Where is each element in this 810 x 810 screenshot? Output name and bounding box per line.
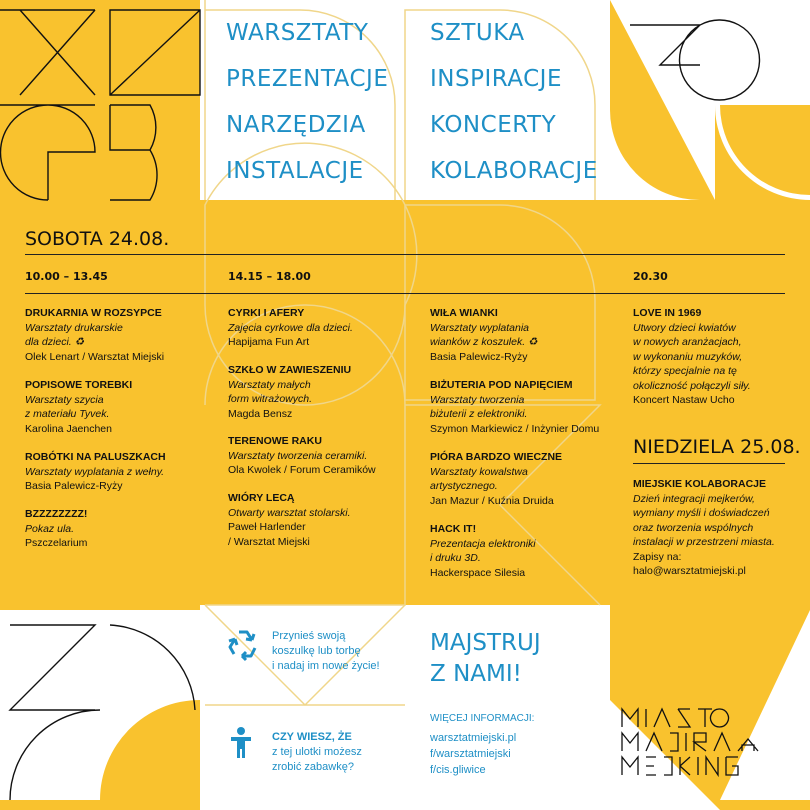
top-word: INSTALACJE [226,158,364,184]
event-title: DRUKARNIA W ROZSYPCE [25,307,162,319]
top-word: PREZENTACJE [226,66,389,92]
event-people: Ola Kwolek / Forum Ceramików [228,464,376,476]
event-title: MIEJSKIE KOLABORACJE [633,478,767,490]
event-people: Karolina Jaenchen [25,422,112,435]
event-title: ROBÓTKI NA PALUSZKACH [25,451,166,463]
divider [25,293,785,294]
event [633,306,751,408]
event-title: TERENOWE RAKU [228,435,322,447]
event-title: LOVE IN 1969 [633,307,702,319]
recycle-text: Przynieś swoją koszulkę lub torbę i nadaj im nowe życie! [272,630,380,672]
event-people: Koncert Nastaw Ucho [633,394,735,406]
event-desc: Warsztaty drukarskie dla dzieci. ♻ [25,321,123,348]
top-word: INSPIRACJE [430,66,562,92]
time-slot: 14.15 – 18.00 [228,270,311,283]
event-people: Basia Palewicz-Ryży [430,350,528,363]
event [25,507,87,551]
event-title: PIÓRA BARDZO WIECZNE [430,451,563,463]
event-desc: Warsztaty szycia z materiału Tyvek. [25,393,110,420]
event [25,306,164,364]
toy-text: z tej ulotki możesz zrobić zabawkę? [272,746,362,773]
event-desc: Prezentacja elektroniki i druku 3D. [430,537,536,564]
event-people: Hapijama Fun Art [228,336,310,348]
top-word: WARSZTATY [226,20,369,46]
event-desc: Warsztaty tworzenia ceramiki. [228,449,368,462]
event [633,477,775,579]
event-people: Pszczelarium [25,537,88,549]
top-words-left [226,22,388,183]
event [25,450,166,494]
logo [620,705,790,790]
person-icon [230,727,252,764]
event-desc: Warsztaty wyplatania z wełny. [25,465,165,478]
event-desc: Utwory dzieci kwiatów w nowych aranżacjach, w wykonaniu muzyków, którzy specjalnie na tę okoliczność połączyli siły. [633,321,751,392]
event [228,363,351,421]
toy-title: CZY WIESZ, ŻE [272,731,352,743]
cta-headline: MAJSTRUJ Z NAMI! [430,630,541,687]
event-title: HACK IT! [430,523,477,535]
event-people: Jan Mazur / Kuźnia Druida [430,494,554,507]
event-title: WIÓRY LECĄ [228,492,295,504]
divider [25,254,785,255]
event [430,378,599,436]
top-word: KOLABORACJE [430,158,598,184]
event-desc: Otwarty warsztat stolarski. [228,506,351,519]
saturday-heading: SOBOTA 24.08. [25,228,170,250]
event-desc: Pokaz ula. [25,522,75,535]
time-slot: 20.30 [633,270,668,283]
time-slot: 10.00 – 13.45 [25,270,108,283]
event-desc: Zajęcia cyrkowe dla dzieci. [228,321,353,334]
facebook-link[interactable]: f/cis.gliwice [430,764,486,776]
recycle-icon [225,626,261,667]
event-title: BZZZZZZZZ! [25,508,88,520]
event [430,522,536,580]
event [228,306,353,350]
event [430,306,537,364]
event [430,450,562,508]
event-title: WIŁA WIANKI [430,307,498,319]
event-desc: Warsztaty małych form witrażowych. [228,378,313,405]
event-people: Olek Lenart / Warsztat Miejski [25,350,165,363]
facebook-link[interactable]: f/warsztatmiejski [430,748,511,760]
event-people: Magda Bensz [228,407,293,420]
event-title: POPISOWE TOREBKI [25,379,133,391]
event-people: Szymon Markiewicz / Inżynier Domu [430,422,600,435]
divider [633,463,785,464]
event-people: Paweł Harlender / Warsztat Miejski [228,521,310,548]
links [430,730,516,778]
event [228,491,351,549]
event-desc: Warsztaty wyplatania wianków z koszulek. ♻ [430,321,538,348]
event-desc: Warsztaty kowalstwa artystycznego. [430,465,528,492]
top-word: NARZĘDZIA [226,112,366,138]
event-people: Zapisy na: halo@warsztatmiejski.pl [633,550,746,577]
more-info-label: WIĘCEJ INFORMACJI: [430,713,535,724]
event-people: Hackerspace Silesia [430,566,526,579]
top-words-right [430,22,598,183]
event-title: SZKŁO W ZAWIESZENIU [228,364,352,376]
event-desc: Dzień integracji mejkerów, wymiany myśli i doświadczeń oraz tworzenia wspólnych instalacji w przestrzeni miasta. [633,492,775,548]
top-word: KONCERTY [430,112,557,138]
event-desc: Warsztaty tworzenia biżuterii z elektroniki. [430,393,528,420]
website-link[interactable]: warsztatmiejski.pl [430,732,517,744]
event-title: CYRKI I AFERY [228,307,305,319]
sunday-heading: NIEDZIELA 25.08. [633,436,801,458]
event [25,378,132,436]
top-word: SZTUKA [430,20,525,46]
event-people: Basia Palewicz-Ryży [25,480,123,492]
event-title: BIŻUTERIA POD NAPIĘCIEM [430,379,573,391]
event [228,434,376,478]
